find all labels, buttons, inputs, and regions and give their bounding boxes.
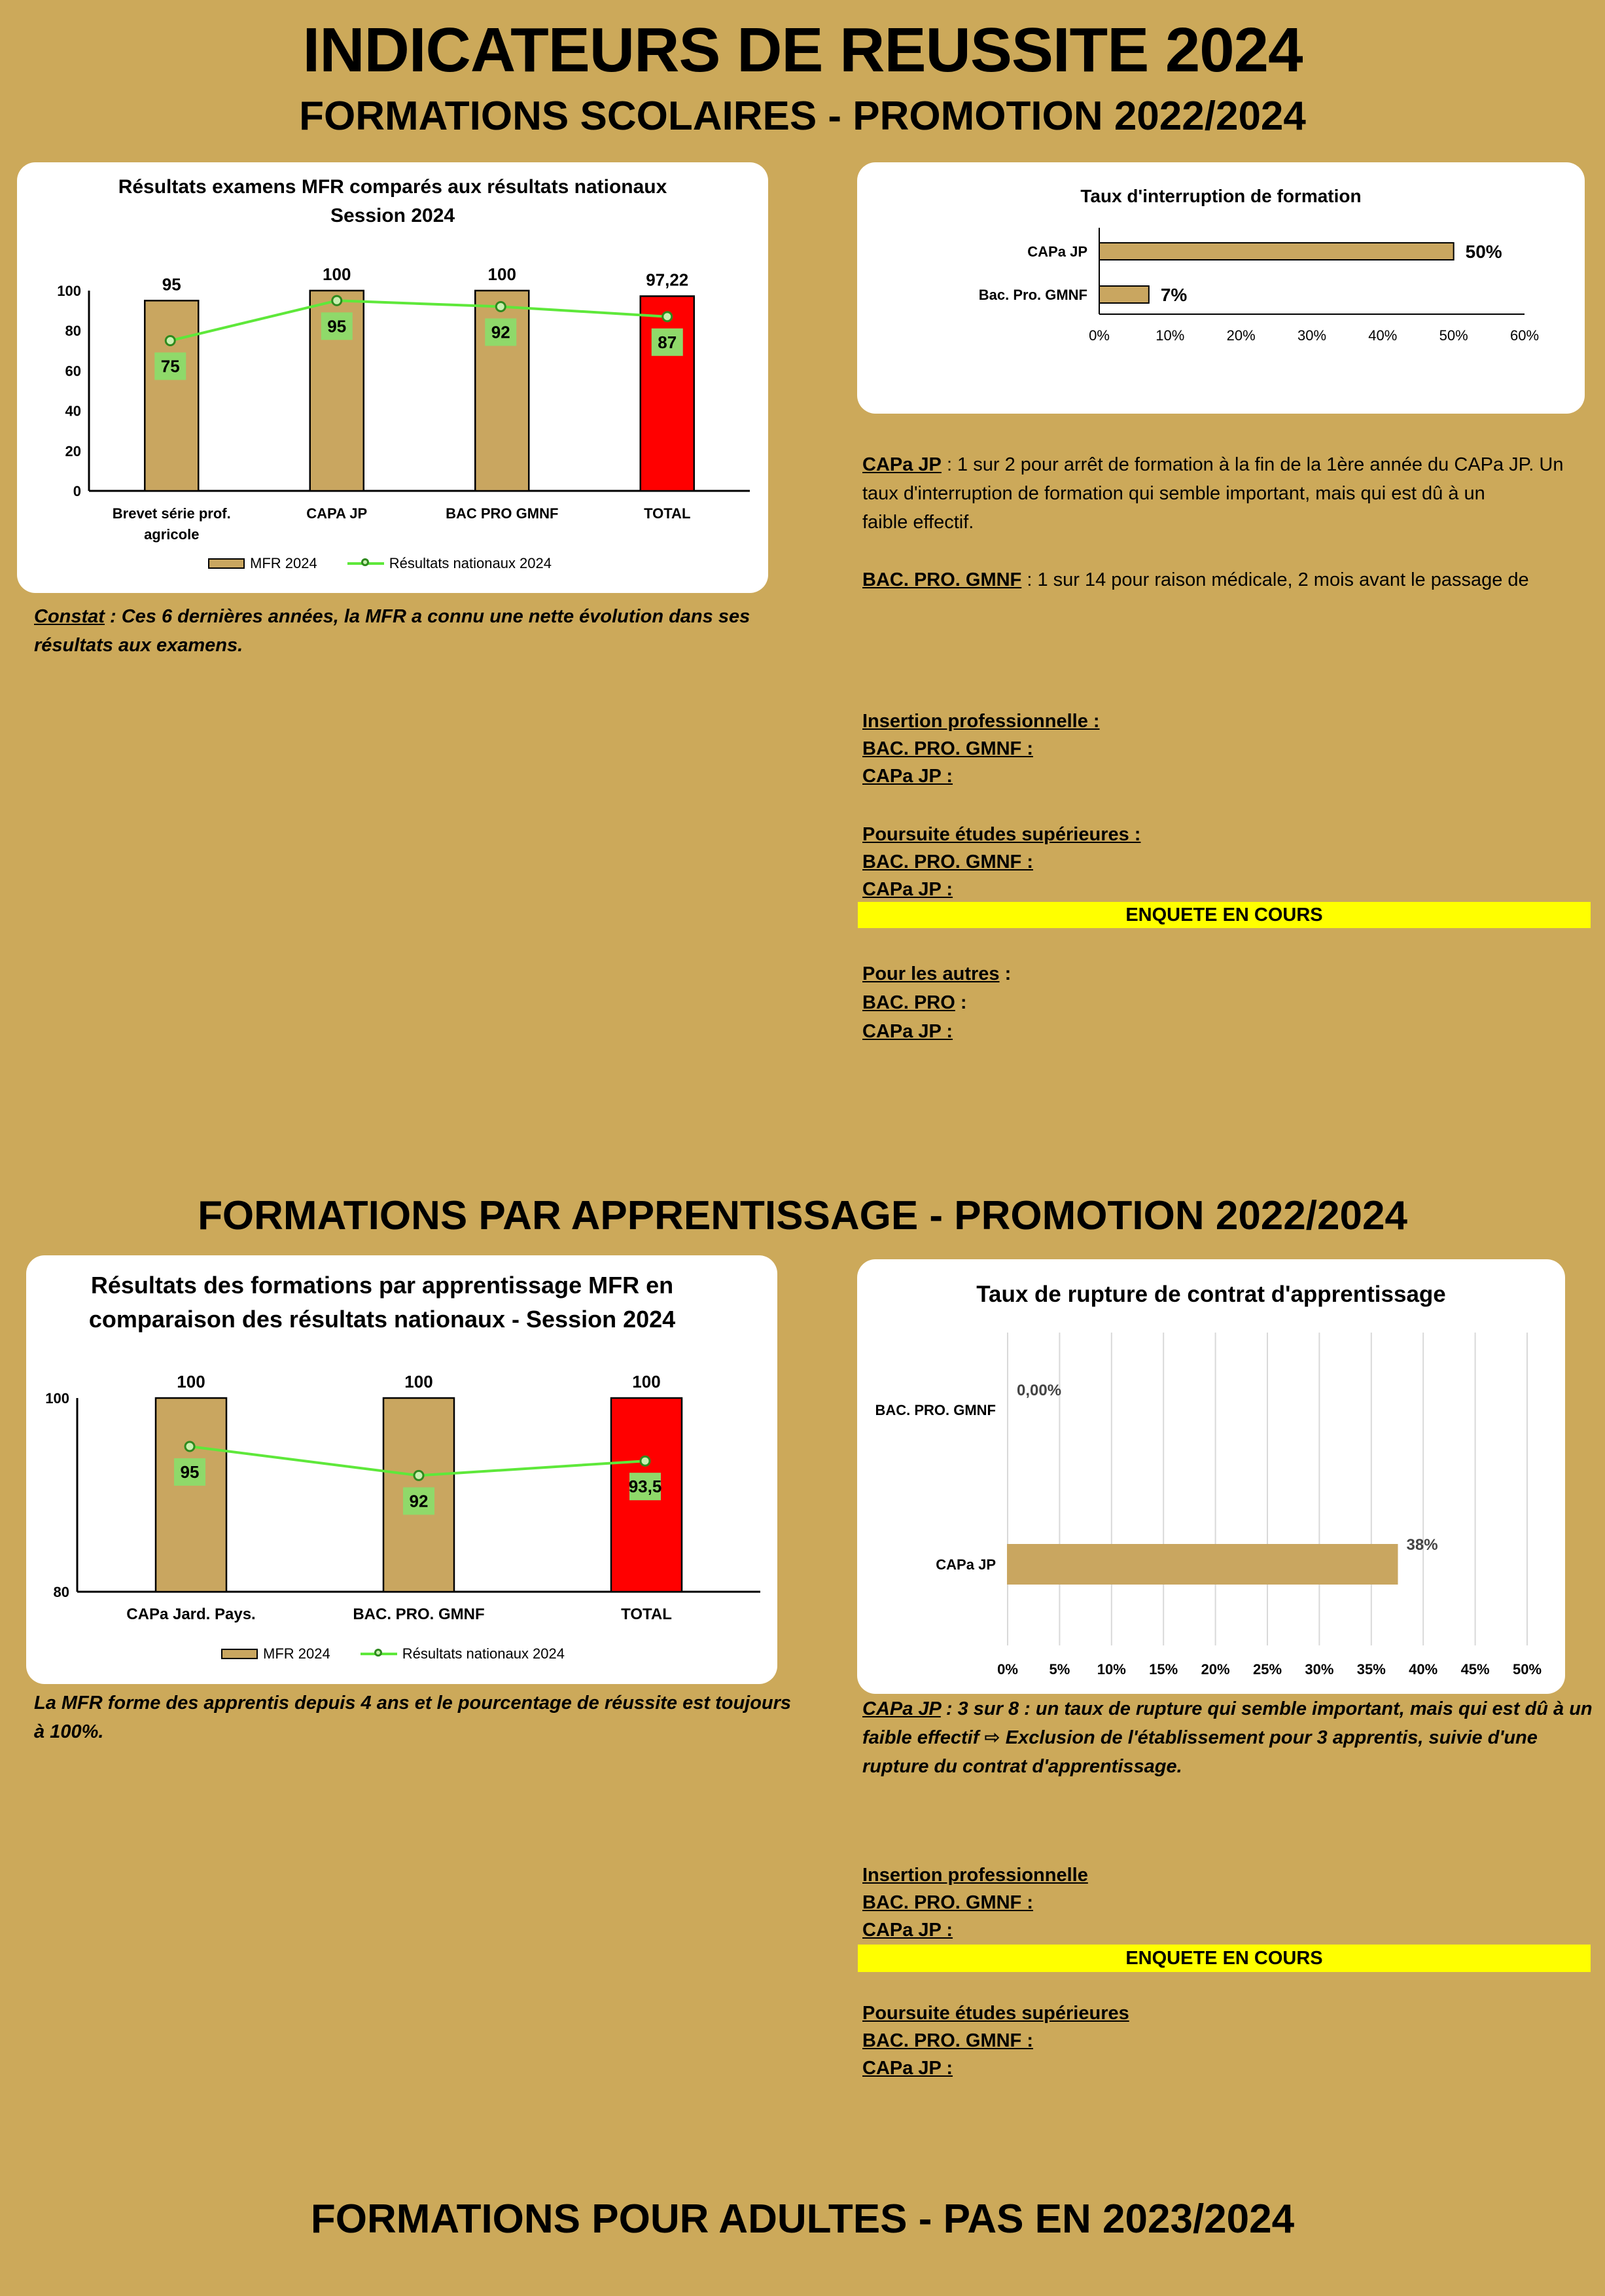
national-point-3	[641, 1456, 650, 1465]
scol-autres-bac: BAC. PRO	[862, 992, 955, 1013]
bar-value-label: 0,00%	[1017, 1382, 1062, 1399]
x-tick-label: 60%	[1509, 327, 1540, 344]
scol-autres-heading: Pour les autres	[862, 963, 1000, 984]
chart-card-rupture	[857, 1259, 1565, 1694]
national-point-1	[185, 1442, 194, 1451]
chart1-title-text: Résultats examens MFR comparés aux résultats nationaux	[118, 176, 667, 198]
constat-text-2: résultats aux examens.	[34, 635, 243, 656]
national-value-label: 93,5	[628, 1477, 662, 1497]
bac-pro-text: : 1 sur 14 pour raison médicale, 2 mois avant le passage de	[1021, 569, 1529, 590]
chart1-subtitle: Session 2024	[330, 205, 455, 226]
rupture-text-2b: Exclusion de l'établissement pour 3 apprentis, suivie d'une	[1000, 1727, 1538, 1748]
bar-value-label: 38%	[1406, 1536, 1438, 1554]
scol-insertion-capa: CAPa JP :	[862, 766, 953, 787]
bar-value-label: 50%	[1465, 242, 1502, 262]
y-tick-label: 60	[65, 363, 81, 380]
legend-bar-swatch	[208, 558, 245, 569]
bar-2	[1008, 1545, 1398, 1584]
chart2-plot	[857, 162, 1585, 414]
x-tick-label: 0%	[997, 1661, 1018, 1677]
x-tick-label: 0%	[1089, 327, 1110, 344]
legend-bar-swatch	[221, 1649, 258, 1659]
y-tick-label: 80	[65, 323, 81, 340]
x-tick-label: 15%	[1149, 1661, 1178, 1677]
category-label: BAC. PRO. GMNF	[353, 1605, 485, 1623]
app-insertion-bac: BAC. PRO. GMNF :	[862, 1892, 1033, 1913]
chart1-plot	[17, 162, 768, 593]
legend-mfr-label: MFR 2024	[250, 555, 317, 571]
scol-autres-capa: CAPa JP :	[862, 1021, 953, 1042]
chart3-title-line2: comparaison des résultats nationaux - Session 2024	[88, 1306, 676, 1333]
category-label: CAPA JP	[306, 505, 368, 522]
x-tick-label: 10%	[1155, 327, 1185, 344]
rupture-notes	[862, 1695, 1595, 1781]
chart1-legend	[208, 555, 552, 572]
national-point-3	[496, 302, 505, 311]
category-label: CAPa Jard. Pays.	[126, 1605, 256, 1623]
x-tick-label: 40%	[1409, 1661, 1438, 1677]
x-tick-label: 5%	[1049, 1661, 1070, 1677]
bar-value-label: 95	[162, 274, 181, 295]
constat-note	[34, 602, 786, 660]
app-insertion-capa: CAPa JP :	[862, 1920, 953, 1941]
constat-text: : Ces 6 dernières années, la MFR a connu une nette évolution dans ses	[104, 606, 750, 627]
arrow-right-icon: ⇨	[984, 1727, 1000, 1748]
category-label: agricole	[144, 526, 200, 543]
app-insertion-heading: Insertion professionnelle	[862, 1865, 1088, 1886]
scol-autres-colon: :	[999, 963, 1012, 984]
capa-jp-text-1: : 1 sur 2 pour arrêt de formation à la fin de la 1ère année du CAPa JP. Un	[941, 454, 1564, 475]
bar-1	[156, 1398, 226, 1592]
bar-value-label: 100	[487, 264, 516, 284]
x-tick-label: 50%	[1512, 1661, 1542, 1677]
chart4-plot	[857, 1259, 1565, 1694]
bar-2	[1099, 286, 1149, 303]
y-tick-label: 100	[45, 1390, 69, 1407]
scol-poursuite-heading: Poursuite études supérieures :	[862, 824, 1141, 845]
page-title: INDICATEURS DE REUSSITE 2024	[302, 15, 1303, 85]
x-tick-label: 20%	[1201, 1661, 1230, 1677]
y-tick-label: 20	[65, 442, 81, 459]
y-tick-label: 80	[53, 1584, 69, 1600]
national-value-label: 87	[658, 332, 677, 352]
bar-4	[641, 296, 694, 491]
national-results-line	[170, 300, 667, 340]
y-tick-label: 0	[73, 483, 81, 499]
section-title-apprentissage: FORMATIONS PAR APPRENTISSAGE - PROMOTION 2022/2024	[198, 1193, 1407, 1238]
category-label: BAC PRO GMNF	[446, 505, 559, 522]
capa-jp-text-3: faible effectif.	[862, 512, 974, 533]
national-value-label: 75	[160, 356, 180, 376]
national-value-label: 92	[491, 322, 510, 342]
bar-value-label: 100	[177, 1372, 205, 1391]
chart2-title: Taux d'interruption de formation	[1080, 186, 1362, 206]
scol-enquete-banner: ENQUETE EN COURS	[858, 902, 1591, 928]
category-label: Brevet série prof.	[112, 505, 231, 522]
scol-autres-block	[862, 960, 1011, 1046]
bar-value-label: 97,22	[646, 270, 689, 290]
category-label: CAPa JP	[936, 1556, 996, 1573]
section-title-scolaire: FORMATIONS SCOLAIRES - PROMOTION 2022/2024	[299, 94, 1306, 139]
legend-national-label: Résultats nationaux 2024	[389, 555, 552, 571]
category-label: TOTAL	[644, 505, 691, 522]
y-tick-label: 100	[57, 283, 81, 299]
rupture-text-1: : 3 sur 8 : un taux de rupture qui semble important, mais qui est dû à un	[940, 1698, 1593, 1719]
chart3-legend	[221, 1645, 565, 1662]
app-poursuite-bac: BAC. PRO. GMNF :	[862, 2030, 1033, 2051]
x-tick-label: 10%	[1097, 1661, 1126, 1677]
chart-card-exam-results	[17, 162, 768, 593]
national-point-1	[166, 336, 175, 346]
interruption-notes	[862, 450, 1589, 594]
chart-card-interruption	[857, 162, 1585, 414]
x-tick-label: 30%	[1305, 1661, 1334, 1677]
rupture-text-3: rupture du contrat d'apprentissage.	[862, 1756, 1182, 1777]
constat-label: Constat	[34, 606, 105, 627]
chart3-plot	[26, 1255, 777, 1684]
legend-national-label: Résultats nationaux 2024	[402, 1645, 565, 1662]
legend-mfr-label: MFR 2024	[263, 1645, 330, 1662]
bar-value-label: 100	[404, 1372, 433, 1391]
national-point-2	[414, 1471, 423, 1480]
national-value-label: 95	[180, 1462, 200, 1482]
category-label: BAC. PRO. GMNF	[875, 1402, 996, 1418]
x-tick-label: 30%	[1297, 327, 1327, 344]
app-poursuite-capa: CAPa JP :	[862, 2058, 953, 2079]
bar-value-label: 100	[323, 264, 351, 284]
legend-line-swatch	[361, 1653, 397, 1655]
rupture-text-2a: faible effectif	[862, 1727, 985, 1748]
section-title-adultes: FORMATIONS POUR ADULTES - PAS EN 2023/2024	[310, 2197, 1295, 2242]
national-point-2	[332, 296, 342, 305]
capa-jp-label: CAPa JP	[862, 454, 942, 475]
rupture-capa-label: CAPa JP	[862, 1698, 941, 1719]
scol-insertion-bac: BAC. PRO. GMNF :	[862, 738, 1033, 759]
x-tick-label: 25%	[1252, 1661, 1282, 1677]
x-tick-label: 45%	[1460, 1661, 1490, 1677]
scol-poursuite-block	[862, 821, 1140, 903]
app-poursuite-heading: Poursuite études supérieures	[862, 2003, 1129, 2024]
y-tick-label: 40	[65, 403, 81, 420]
scol-poursuite-bac: BAC. PRO. GMNF :	[862, 852, 1033, 872]
app-insertion-block	[862, 1861, 1088, 1944]
app-poursuite-block	[862, 2000, 1129, 2082]
category-label: Bac. Pro. GMNF	[978, 287, 1087, 303]
scol-poursuite-capa: CAPa JP :	[862, 879, 953, 900]
x-tick-label: 40%	[1368, 327, 1398, 344]
x-tick-label: 50%	[1439, 327, 1468, 344]
bar-value-label: 100	[632, 1372, 661, 1391]
national-point-4	[663, 312, 672, 321]
chart4-title: Taux de rupture de contrat d'apprentissage	[976, 1282, 1446, 1307]
bac-pro-label: BAC. PRO. GMNF	[862, 569, 1022, 590]
scol-autres-bac-colon: :	[955, 992, 967, 1013]
category-label: CAPa JP	[1027, 243, 1087, 260]
chart3-title-line1: Résultats des formations par apprentissage MFR en	[90, 1272, 674, 1299]
category-label: TOTAL	[621, 1605, 672, 1623]
national-value-label: 95	[327, 316, 347, 336]
bar-1	[1099, 243, 1454, 260]
app-enquete-banner: ENQUETE EN COURS	[858, 1945, 1591, 1972]
chart-card-apprentissage-results	[26, 1255, 777, 1684]
apprenti-note	[34, 1689, 819, 1746]
scol-insertion-heading: Insertion professionnelle :	[862, 711, 1100, 732]
bar-value-label: 7%	[1160, 285, 1188, 305]
national-value-label: 92	[409, 1491, 429, 1511]
legend-line-swatch	[347, 562, 384, 565]
x-tick-label: 20%	[1226, 327, 1256, 344]
x-tick-label: 35%	[1356, 1661, 1386, 1677]
apprenti-note-1: La MFR forme des apprentis depuis 4 ans et le pourcentage de réussite est toujours	[34, 1693, 792, 1713]
capa-jp-text-2: taux d'interruption de formation qui semble important, mais qui est dû à un	[862, 483, 1485, 504]
apprenti-note-2: à 100%.	[34, 1721, 104, 1742]
scol-insertion-block	[862, 708, 1100, 790]
bar-1	[145, 300, 198, 491]
